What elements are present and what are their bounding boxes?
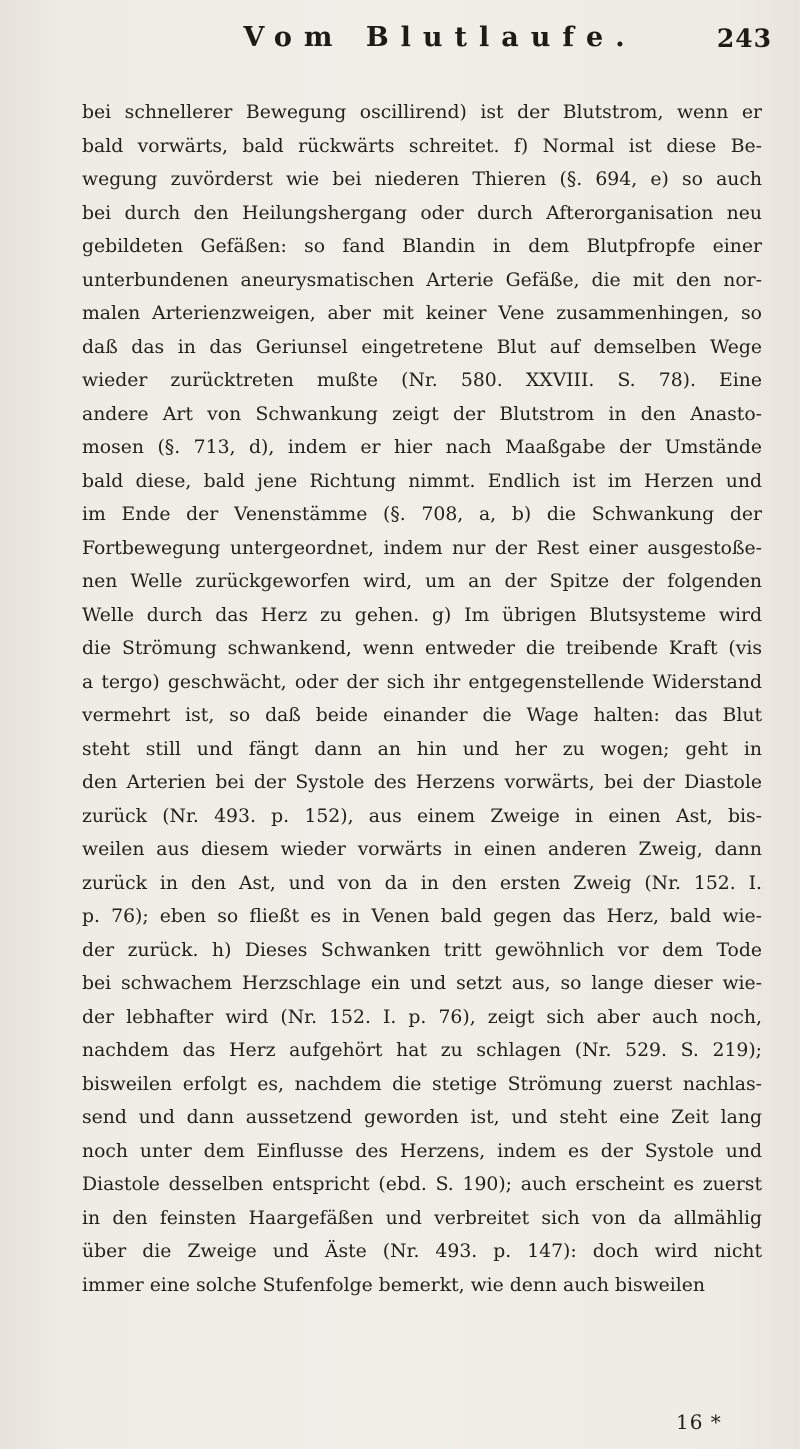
text-line: vermehrt ist, so daß beide einander die Wage halten: das Blut bbox=[82, 705, 762, 726]
text-line: wegung zuvörderst wie bei niederen Thieren (§. 694, e) so auch bbox=[82, 169, 762, 190]
text-line: noch unter dem Einflusse des Herzens, indem es der Systole und bbox=[82, 1140, 762, 1162]
page-header bbox=[60, 18, 780, 68]
text-line: weilen aus diesem wieder vorwärts in einen anderen Zweig, dann bbox=[82, 839, 762, 860]
running-title: Vom Blutlaufe. bbox=[243, 22, 637, 53]
text-line: Welle durch das Herz zu gehen. g) Im übrigen Blutsysteme wird bbox=[82, 604, 762, 626]
text-line: immer eine solche Stufenfolge bemerkt, wie denn auch bisweilen bbox=[82, 1274, 706, 1296]
text-line: zurück in den Ast, und von da in den ersten Zweig (Nr. 152. I. bbox=[82, 872, 762, 894]
text-line: bei schwachem Herzschlage ein und setzt aus, so lange dieser wie- bbox=[82, 973, 762, 994]
text-line: über die Zweige und Äste (Nr. 493. p. 147): doch wird nicht bbox=[82, 1241, 762, 1262]
text-line: die Strömung schwankend, wenn entweder die treibende Kraft (vis bbox=[82, 638, 762, 659]
text-line: mosen (§. 713, d), indem er hier nach Maaßgabe der Umstände bbox=[82, 437, 762, 458]
text-line: gebildeten Gefäßen: so fand Blandin in dem Blutpfropfe einer bbox=[82, 236, 762, 257]
text-line: bei durch den Heilungshergang oder durch Afterorganisation neu bbox=[82, 202, 762, 224]
page-number: 243 bbox=[716, 24, 772, 53]
text-line: bald vorwärts, bald rückwärts schreitet. f) Normal ist diese Be- bbox=[82, 135, 762, 157]
text-line: nen Welle zurückgeworfen wird, um an der Spitze der folgenden bbox=[82, 571, 762, 592]
text-line: daß das in das Geriunsel eingetretene Blut auf demselben Wege bbox=[82, 336, 762, 358]
text-line: bisweilen erfolgt es, nachdem die stetige Strömung zuerst nachlas- bbox=[82, 1073, 762, 1095]
text-line: zurück (Nr. 493. p. 152), aus einem Zweige in einen Ast, bis- bbox=[82, 805, 762, 827]
text-line: Diastole desselben entspricht (ebd. S. 190); auch erscheint es zuerst bbox=[82, 1174, 762, 1195]
text-line: im Ende der Venenstämme (§. 708, a, b) die Schwankung der bbox=[82, 504, 762, 525]
text-line: in den feinsten Haargefäßen und verbreitet sich von da allmählig bbox=[82, 1207, 762, 1229]
text-line: andere Art von Schwankung zeigt der Blutstrom in den Anasto- bbox=[82, 403, 762, 425]
text-line: wieder zurücktreten mußte (Nr. 580. XXVIII. S. 78). Eine bbox=[82, 370, 762, 391]
text-line: unterbundenen aneurysmatischen Arterie Gefäße, die mit den nor- bbox=[82, 269, 762, 291]
text-line: p. 76); eben so fließt es in Venen bald gegen das Herz, bald wie- bbox=[82, 906, 762, 927]
text-line: bei schnellerer Bewegung oscillirend) ist der Blutstrom, wenn er bbox=[82, 102, 762, 123]
text-line: steht still und fängt dann an hin und her zu wogen; geht in bbox=[82, 738, 762, 760]
text-line: Fortbewegung untergeordnet, indem nur der Rest einer ausgestoße- bbox=[82, 537, 762, 559]
text-line: nachdem das Herz aufgehört hat zu schlagen (Nr. 529. S. 219); bbox=[82, 1040, 762, 1061]
text-line: a tergo) geschwächt, oder der sich ihr entgegenstellende Widerstand bbox=[82, 671, 762, 693]
text-line: malen Arterienzweigen, aber mit keiner Vene zusammenhingen, so bbox=[82, 303, 762, 324]
text-line: der lebhafter wird (Nr. 152. I. p. 76), zeigt sich aber auch noch, bbox=[82, 1006, 762, 1028]
text-line: bald diese, bald jene Richtung nimmt. Endlich ist im Herzen und bbox=[82, 470, 762, 492]
text-line: der zurück. h) Dieses Schwanken tritt gewöhnlich vor dem Tode bbox=[82, 939, 762, 961]
text-line: den Arterien bei der Systole des Herzens vorwärts, bei der Diastole bbox=[82, 772, 762, 793]
body-text bbox=[82, 96, 762, 1302]
signature-mark: 16 * bbox=[676, 1410, 722, 1434]
text-line: send und dann aussetzend geworden ist, und steht eine Zeit lang bbox=[82, 1107, 762, 1128]
